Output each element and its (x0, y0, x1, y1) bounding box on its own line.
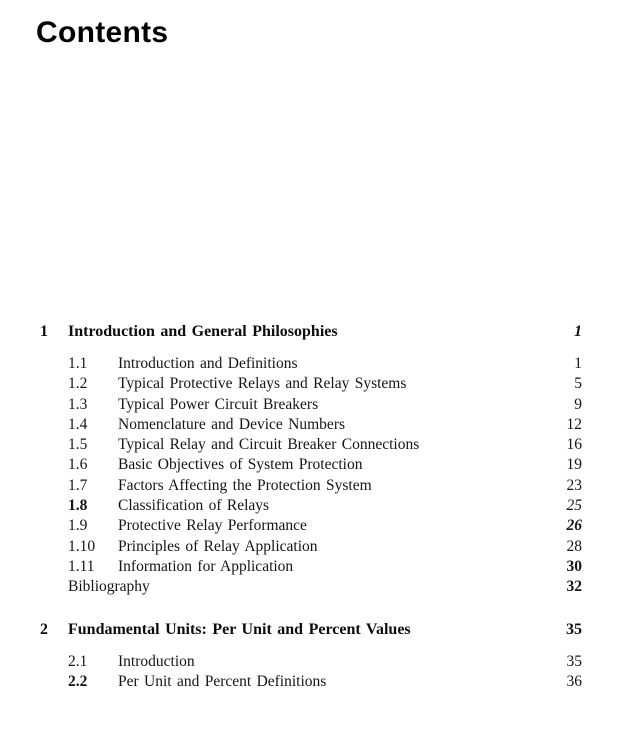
chapter-title: Fundamental Units: Per Unit and Percent Values (68, 620, 411, 638)
entry-title: Basic Objectives of System Protection (118, 456, 363, 474)
entry-page-number: 32 (566, 578, 582, 596)
chapter-page-number: 1 (574, 323, 582, 340)
entry-page-number: 23 (566, 476, 582, 494)
toc-entry (40, 435, 582, 455)
entry-title: Introduction (118, 652, 195, 670)
page-title: Contents (36, 16, 169, 49)
entry-page-number: 5 (574, 375, 582, 393)
toc-entry (40, 455, 582, 475)
entry-number: 1.5 (68, 436, 88, 454)
entry-title: Per Unit and Percent Definitions (118, 672, 327, 690)
entry-number: 2.1 (68, 652, 88, 670)
entry-page-number: 36 (566, 672, 582, 690)
chapter-number: 2 (40, 620, 48, 638)
entry-page-number: 9 (574, 395, 582, 413)
toc-entry (40, 496, 582, 516)
entry-number: 1.11 (68, 557, 95, 575)
entry-title: Principles of Relay Application (118, 537, 318, 555)
toc-entry (40, 537, 582, 557)
entry-page-number: 26 (566, 517, 582, 535)
entry-number: 1.2 (68, 375, 88, 393)
entry-number: 1.4 (68, 415, 88, 433)
toc-entry (40, 476, 582, 496)
entry-number: 1.1 (68, 355, 88, 372)
entry-title: Information for Application (118, 557, 294, 575)
chapter-number: 1 (40, 323, 48, 340)
entry-title: Bibliography (68, 578, 150, 596)
entry-number: 1.7 (68, 476, 88, 494)
entry-page-number: 30 (566, 557, 582, 575)
toc-chapter (40, 322, 582, 598)
entry-title: Nomenclature and Device Numbers (118, 415, 346, 433)
toc-entry (40, 516, 582, 536)
entry-title: Classification of Relays (118, 497, 270, 515)
toc (40, 322, 582, 714)
entry-number: 1.9 (68, 517, 88, 535)
entry-page-number: 16 (566, 436, 582, 454)
entry-page-number: 25 (566, 497, 582, 515)
toc-entry (40, 557, 582, 577)
chapter-page-number: 35 (566, 620, 582, 638)
chapter-heading (40, 620, 582, 640)
entry-page-number: 35 (566, 652, 582, 670)
chapter-title: Introduction and General Philosophies (68, 323, 338, 340)
toc-entry (40, 374, 582, 394)
entry-number: 1.3 (68, 395, 88, 413)
entry-title: Introduction and Definitions (118, 355, 298, 372)
entry-number: 1.8 (68, 497, 88, 515)
toc-entry (40, 577, 582, 597)
entry-page-number: 28 (566, 537, 582, 555)
entry-page-number: 19 (566, 456, 582, 474)
entry-title: Protective Relay Performance (118, 517, 307, 535)
chapter-heading (40, 322, 582, 342)
toc-entry (40, 652, 582, 672)
toc-chapter (40, 620, 582, 693)
entry-title: Typical Power Circuit Breakers (118, 395, 319, 413)
toc-entry (40, 354, 582, 374)
toc-entry (40, 415, 582, 435)
entry-number: 1.6 (68, 456, 88, 474)
toc-entry (40, 672, 582, 692)
entry-page-number: 1 (574, 355, 582, 372)
entry-title: Typical Relay and Circuit Breaker Connections (118, 436, 420, 454)
entry-page-number: 12 (566, 415, 582, 433)
entry-title: Typical Protective Relays and Relay Systems (118, 375, 407, 393)
toc-entry (40, 395, 582, 415)
entry-number: 2.2 (68, 672, 88, 690)
entry-title: Factors Affecting the Protection System (118, 476, 372, 494)
entry-number: 1.10 (68, 537, 96, 555)
